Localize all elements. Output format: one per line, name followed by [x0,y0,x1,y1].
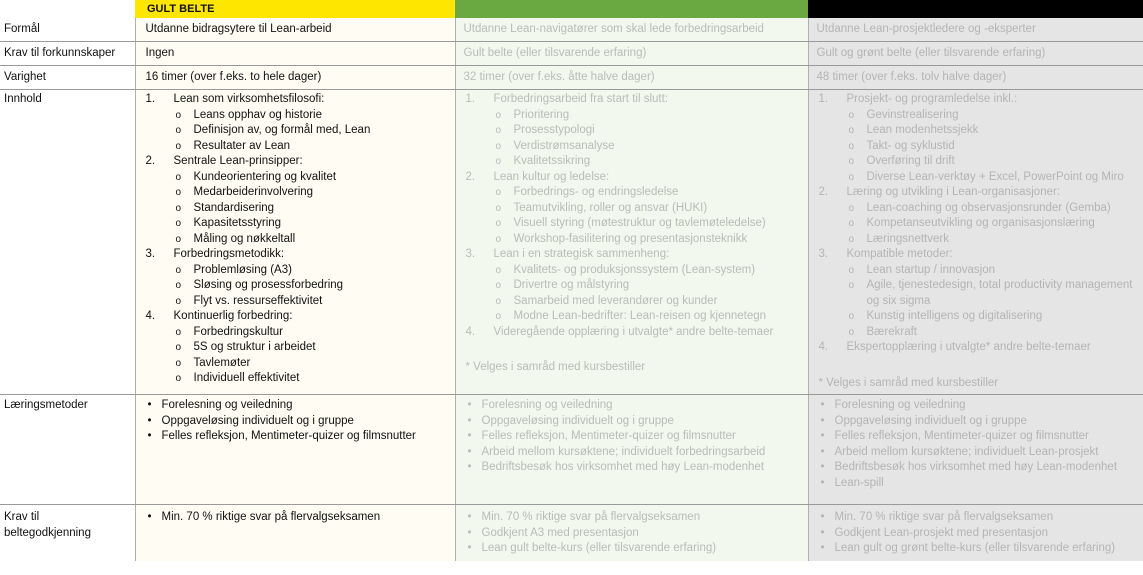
label-krav: Krav til forkunnskaper [0,42,135,66]
header-row [0,0,1143,18]
list-item [849,108,1140,124]
list-item-text: Bedriftsbesøk hos virksomhet med høy Lean-modenhet [481,461,765,473]
circle-bullet-icon: o [495,264,502,276]
list-item-text: Godkjent A3 med presentasjon [481,526,639,539]
list-item-text: Forbedringskultur [193,325,283,338]
section-items [460,263,804,325]
list-item [148,429,451,445]
list-item-text: Forelesning og veiledning [481,399,613,411]
row-godkjenning [0,505,1143,562]
list-item-text: Kundeorientering og kvalitet [193,170,337,183]
list-item-text: Teamutvikling, roller og ansvar (HUKI) [513,201,708,214]
list-item-text: Definisjon av, og formål med, Lean [193,124,371,136]
list-item [849,232,1140,248]
bullet-icon: • [820,476,825,489]
green-varighet: 32 timer (over f.eks. åtte halve dager) [455,66,808,90]
section-number: 3. [465,248,476,260]
green-laering [455,395,808,505]
label-laering: Læringsmetoder [0,395,135,505]
list-item [849,325,1140,341]
bullet-icon: • [820,430,825,442]
green-godkjenning [455,505,808,562]
content-section [813,340,1140,356]
section-number: 4. [145,310,156,322]
black-innhold [808,90,1143,395]
section-title: Læring og utvikling i Lean-organisasjoner: [846,186,1061,198]
bullet-icon: • [467,414,472,427]
circle-bullet-icon: o [175,295,182,307]
list-item-text: Min. 70 % riktige svar på flervalgseksamen [481,511,701,523]
list-item [468,541,804,557]
list-item [468,429,804,445]
section-items [813,108,1140,186]
list-item-text: Godkjent Lean-prosjekt med presentasjon [834,526,1049,539]
circle-bullet-icon: o [495,218,502,229]
section-title: Forbedringsarbeid fra start til slutt: [493,93,668,105]
section-title: Lean i en strategisk sammenheng: [493,248,670,260]
green-krav: Gult belte (eller tilsvarende erfaring) [455,42,808,66]
list-item-text: Oppgaveløsing individuelt og i gruppe [481,414,674,427]
circle-bullet-icon: o [175,125,182,136]
circle-bullet-icon: o [848,125,855,136]
circle-bullet-icon: o [175,233,182,245]
list-item-text: Arbeid mellom kursøktene; individuelt forbedringsarbeid [481,445,766,458]
list-item-text: Visuell styring (møtestruktur og tavlemøteledelse) [513,217,766,229]
list-item-text: Måling og nøkkeltall [193,232,296,245]
list-item-text: Workshop-fasilitering og presentasjonsteknikk [513,232,748,245]
list-item-text: Takt- og syklustid [866,139,955,152]
black-laering [808,395,1143,505]
list-item-text: Felles refleksjon, Mentimeter-quizer og filmsnutter [161,430,416,442]
bullet-list [140,398,451,445]
section-number: 3. [818,248,829,260]
list-item [821,541,1140,557]
list-item [821,526,1140,542]
list-item-text: Samarbeid med leverandører og kunder [513,294,718,307]
list-item-text: Lean-coaching og observasjonsrunder (Gemba) [866,201,1111,214]
bullet-list [140,510,451,526]
black-laering-list [813,398,1140,491]
list-item-text: Diverse Lean-verktøy + Excel, PowerPoint og Miro [866,170,1124,183]
list-item [821,445,1140,461]
black-krav: Gult og grønt belte (eller tilsvarende erfaring) [808,42,1143,66]
section-number: 4. [818,341,829,353]
list-item-text: Min. 70 % riktige svar på flervalgseksamen [161,511,381,523]
content-section [813,247,1140,263]
yellow-krav: Ingen [135,42,455,66]
content-section [460,170,804,186]
list-item [176,340,451,356]
black-varighet: 48 timer (over f.eks. tolv halve dager) [808,66,1143,90]
content-section [460,325,804,341]
label-godkjenning-line2: beltegodkjenning [4,526,91,539]
circle-bullet-icon: o [848,171,855,183]
bullet-icon: • [467,542,472,554]
list-item-text: Min. 70 % riktige svar på flervalgseksamen [834,511,1054,523]
list-item [148,398,451,414]
header-black-belt [808,0,1143,18]
list-item-text: Kvalitets- og produksjonssystem (Lean-system) [513,263,756,276]
section-title: Videregående opplæring i utvalgte* andre belte-temaer [493,325,774,338]
bullet-icon: • [820,414,825,427]
circle-bullet-icon: o [495,125,502,136]
list-item-text: Felles refleksjon, Mentimeter-quizer og filmsnutter [834,430,1089,442]
circle-bullet-icon: o [175,342,182,353]
list-item [468,445,804,461]
list-item [148,414,451,430]
list-item-text: Prioritering [513,108,570,121]
circle-bullet-icon: o [848,109,855,121]
list-item-text: 5S og struktur i arbeidet [193,341,316,353]
section-items [813,263,1140,341]
section-number: 2. [145,155,156,167]
list-item [468,510,804,526]
list-item [821,460,1140,476]
list-item-text: Verdistrømsanalyse [513,139,615,152]
circle-bullet-icon: o [495,233,502,245]
bullet-icon: • [820,399,825,411]
circle-bullet-icon: o [175,218,182,229]
list-item [496,216,804,232]
list-item [849,170,1140,186]
row-laering [0,395,1143,505]
list-item-text: Forelesning og veiledning [834,399,966,411]
list-item [821,476,1140,492]
section-title: Ekspertopplæring i utvalgte* andre belte-temaer [846,341,1091,353]
list-item [176,371,451,387]
bullet-icon: • [820,445,825,458]
bullet-icon: • [820,542,825,554]
circle-bullet-icon: o [495,140,502,152]
black-godkjenning [808,505,1143,562]
header-empty [0,0,135,18]
bullet-icon: • [147,511,152,523]
yellow-laering-list [140,398,451,445]
list-item [176,185,451,201]
list-item [176,325,451,341]
list-item-text: Sløsing og prosessforbedring [193,279,344,291]
header-green-belt [455,0,808,18]
label-godkjenning [0,505,135,562]
bullet-list [460,398,804,476]
black-godkjenning-list [813,510,1140,557]
list-item [849,201,1140,217]
yellow-innhold [135,90,455,395]
list-item [496,154,804,170]
green-laering-list [460,398,804,476]
list-item-text: Forelesning og veiledning [161,399,293,411]
section-title: Prosjekt- og programledelse inkl.: [846,93,1018,105]
list-item [176,294,451,310]
list-item [176,201,451,217]
label-innhold: Innhold [0,90,135,395]
list-item-text: Individuell effektivitet [193,372,300,384]
label-godkjenning-line1: Krav til [4,511,40,523]
list-item [849,263,1140,279]
section-number: 2. [818,186,829,198]
yellow-godkjenning-list [140,510,451,526]
yellow-laering [135,395,455,505]
section-title: Lean kultur og ledelse: [493,170,610,183]
green-godkjenning-list [460,510,804,557]
label-formal: Formål [0,18,135,42]
list-item [849,139,1140,155]
circle-bullet-icon: o [175,373,182,384]
list-item-text: Modne Lean-bedrifter: Lean-reisen og kjennetegn [513,310,767,322]
list-item [496,263,804,279]
circle-bullet-icon: o [495,109,502,121]
list-item-text: Leans opphav og historie [193,108,323,121]
content-section [813,92,1140,108]
section-items [460,108,804,170]
header-yellow-belt: GULT BELTE [135,0,455,18]
section-number: 1. [818,93,829,105]
bullet-list [813,510,1140,557]
label-varighet: Varighet [0,66,135,90]
list-item-text: Lean gult belte-kurs (eller tilsvarende erfaring) [481,542,717,554]
list-item-text: Resultater av Lean [193,139,291,152]
section-number: 4. [465,325,476,338]
list-item-text: Kapasitetsstyring [193,217,282,229]
list-item-text: Drivertre og målstyring [513,279,630,291]
list-item-text: Prosesstypologi [513,124,595,136]
circle-bullet-icon: o [175,171,182,183]
yellow-godkjenning [135,505,455,562]
bullet-icon: • [467,445,472,458]
green-numbered-list [460,92,804,340]
list-item-text: Agile, tjenestedesign, total productivity management og six sigma [866,279,1133,307]
section-items [140,263,451,310]
list-item-text: Bærekraft [866,325,917,338]
list-item [849,216,1140,232]
circle-bullet-icon: o [175,280,182,291]
section-items [140,325,451,387]
circle-bullet-icon: o [495,156,502,167]
list-item-text: Læringsnettverk [866,232,949,245]
list-item [496,278,804,294]
circle-bullet-icon: o [848,326,855,338]
list-item-text: Lean gult og grønt belte-kurs (eller tilsvarende erfaring) [834,542,1116,554]
list-item [148,510,451,526]
list-item [468,398,804,414]
list-item [496,139,804,155]
black-numbered-list [813,92,1140,356]
list-item [821,398,1140,414]
list-item [176,278,451,294]
circle-bullet-icon: o [848,218,855,229]
circle-bullet-icon: o [848,311,855,322]
list-item [496,123,804,139]
section-title: Lean som virksomhetsfilosofi: [173,93,325,105]
circle-bullet-icon: o [848,233,855,245]
section-items [460,185,804,247]
list-item [496,294,804,310]
list-item-text: Kompetanseutvikling og organisasjonslæring [866,217,1095,229]
circle-bullet-icon: o [175,187,182,198]
bullet-icon: • [147,399,152,411]
list-item [468,414,804,430]
list-item [496,201,804,217]
bullet-icon: • [467,430,472,442]
row-krav [0,42,1143,66]
circle-bullet-icon: o [848,156,855,167]
circle-bullet-icon: o [175,326,182,338]
bullet-icon: • [147,414,152,427]
list-item [176,356,451,372]
yellow-varighet: 16 timer (over f.eks. to hele dager) [135,66,455,90]
list-item [176,170,451,186]
circle-bullet-icon: o [495,187,502,198]
section-title: Sentrale Lean-prinsipper: [173,155,303,167]
section-items [140,108,451,155]
list-item-text: Arbeid mellom kursøktene; individuelt Lean-prosjekt [834,445,1099,458]
list-item [496,185,804,201]
list-item [849,154,1140,170]
content-section [460,92,804,108]
bullet-icon: • [820,526,825,539]
circle-bullet-icon: o [175,202,182,214]
circle-bullet-icon: o [175,357,182,369]
row-innhold [0,90,1143,395]
bullet-icon: • [820,461,825,473]
list-item [849,309,1140,325]
list-item-text: Problemløsing (A3) [193,263,292,276]
bullet-icon: • [467,511,472,523]
list-item [176,232,451,248]
section-title: Forbedringsmetodikk: [173,248,285,260]
black-formal: Utdanne Lean-prosjektledere og -eksperter [808,18,1143,42]
circle-bullet-icon: o [495,311,502,322]
section-title: Kompatible metoder: [846,248,953,260]
section-number: 2. [465,170,476,183]
bullet-icon: • [820,511,825,523]
green-innhold-note: * Velges i samråd med kursbestiller [465,361,646,373]
circle-bullet-icon: o [495,280,502,291]
black-innhold-note: * Velges i samråd med kursbestiller [818,376,999,389]
list-item [496,309,804,325]
list-item [176,139,451,155]
list-item-text: Oppgaveløsing individuelt og i gruppe [161,414,354,427]
section-number: 1. [145,93,156,105]
list-item-text: Lean modenhetssjekk [866,124,979,136]
green-innhold-list [460,92,804,340]
list-item-text: Forbedrings- og endringsledelse [513,186,679,198]
circle-bullet-icon: o [848,202,855,214]
list-item [176,123,451,139]
section-title: Kontinuerlig forbedring: [173,310,293,322]
section-items [140,170,451,248]
content-section [813,185,1140,201]
black-innhold-list [813,92,1140,356]
list-item [821,429,1140,445]
content-section [140,92,451,108]
row-formal [0,18,1143,42]
list-item-text: Felles refleksjon, Mentimeter-quizer og filmsnutter [481,430,736,442]
list-item [849,123,1140,139]
yellow-numbered-list [140,92,451,387]
bullet-icon: • [147,430,152,442]
circle-bullet-icon: o [175,109,182,121]
list-item-text: Kvalitetssikring [513,155,591,167]
list-item [468,526,804,542]
list-item-text: Flyt vs. ressurseffektivitet [193,294,323,307]
list-item [176,263,451,279]
list-item-text: Lean-spill [834,476,884,489]
circle-bullet-icon: o [175,264,182,276]
bullet-icon: • [467,399,472,411]
section-number: 1. [465,93,476,105]
yellow-formal: Utdanne bidragsytere til Lean-arbeid [135,18,455,42]
list-item [496,232,804,248]
list-item [176,216,451,232]
list-item-text: Kunstig intelligens og digitalisering [866,310,1043,322]
list-item [849,278,1140,309]
list-item-text: Overføring til drift [866,155,955,167]
bullet-icon: • [467,526,472,539]
circle-bullet-icon: o [848,280,855,291]
section-items [813,201,1140,248]
bullet-list [813,398,1140,491]
circle-bullet-icon: o [848,140,855,152]
list-item-text: Oppgaveløsing individuelt og i gruppe [834,414,1027,427]
circle-bullet-icon: o [495,295,502,307]
list-item-text: Tavlemøter [193,356,251,369]
green-innhold [455,90,808,395]
circle-bullet-icon: o [848,264,855,276]
list-item-text: Medarbeiderinvolvering [193,186,314,198]
bullet-list [460,510,804,557]
content-section [140,309,451,325]
list-item-text: Bedriftsbesøk hos virksomhet med høy Lean-modenhet [834,461,1118,473]
green-formal: Utdanne Lean-navigatører som skal lede forbedringsarbeid [455,18,808,42]
row-varighet [0,66,1143,90]
list-item [821,414,1140,430]
list-item [176,108,451,124]
content-section [140,154,451,170]
content-section [140,247,451,263]
circle-bullet-icon: o [495,202,502,214]
bullet-icon: • [467,461,472,473]
list-item-text: Standardisering [193,201,275,214]
list-item-text: Lean startup / innovasjon [866,263,996,276]
circle-bullet-icon: o [175,140,182,152]
list-item-text: Gevinstrealisering [866,108,959,121]
list-item [468,460,804,476]
content-section [460,247,804,263]
yellow-innhold-list [140,92,451,387]
list-item [821,510,1140,526]
section-number: 3. [145,248,156,260]
list-item [496,108,804,124]
